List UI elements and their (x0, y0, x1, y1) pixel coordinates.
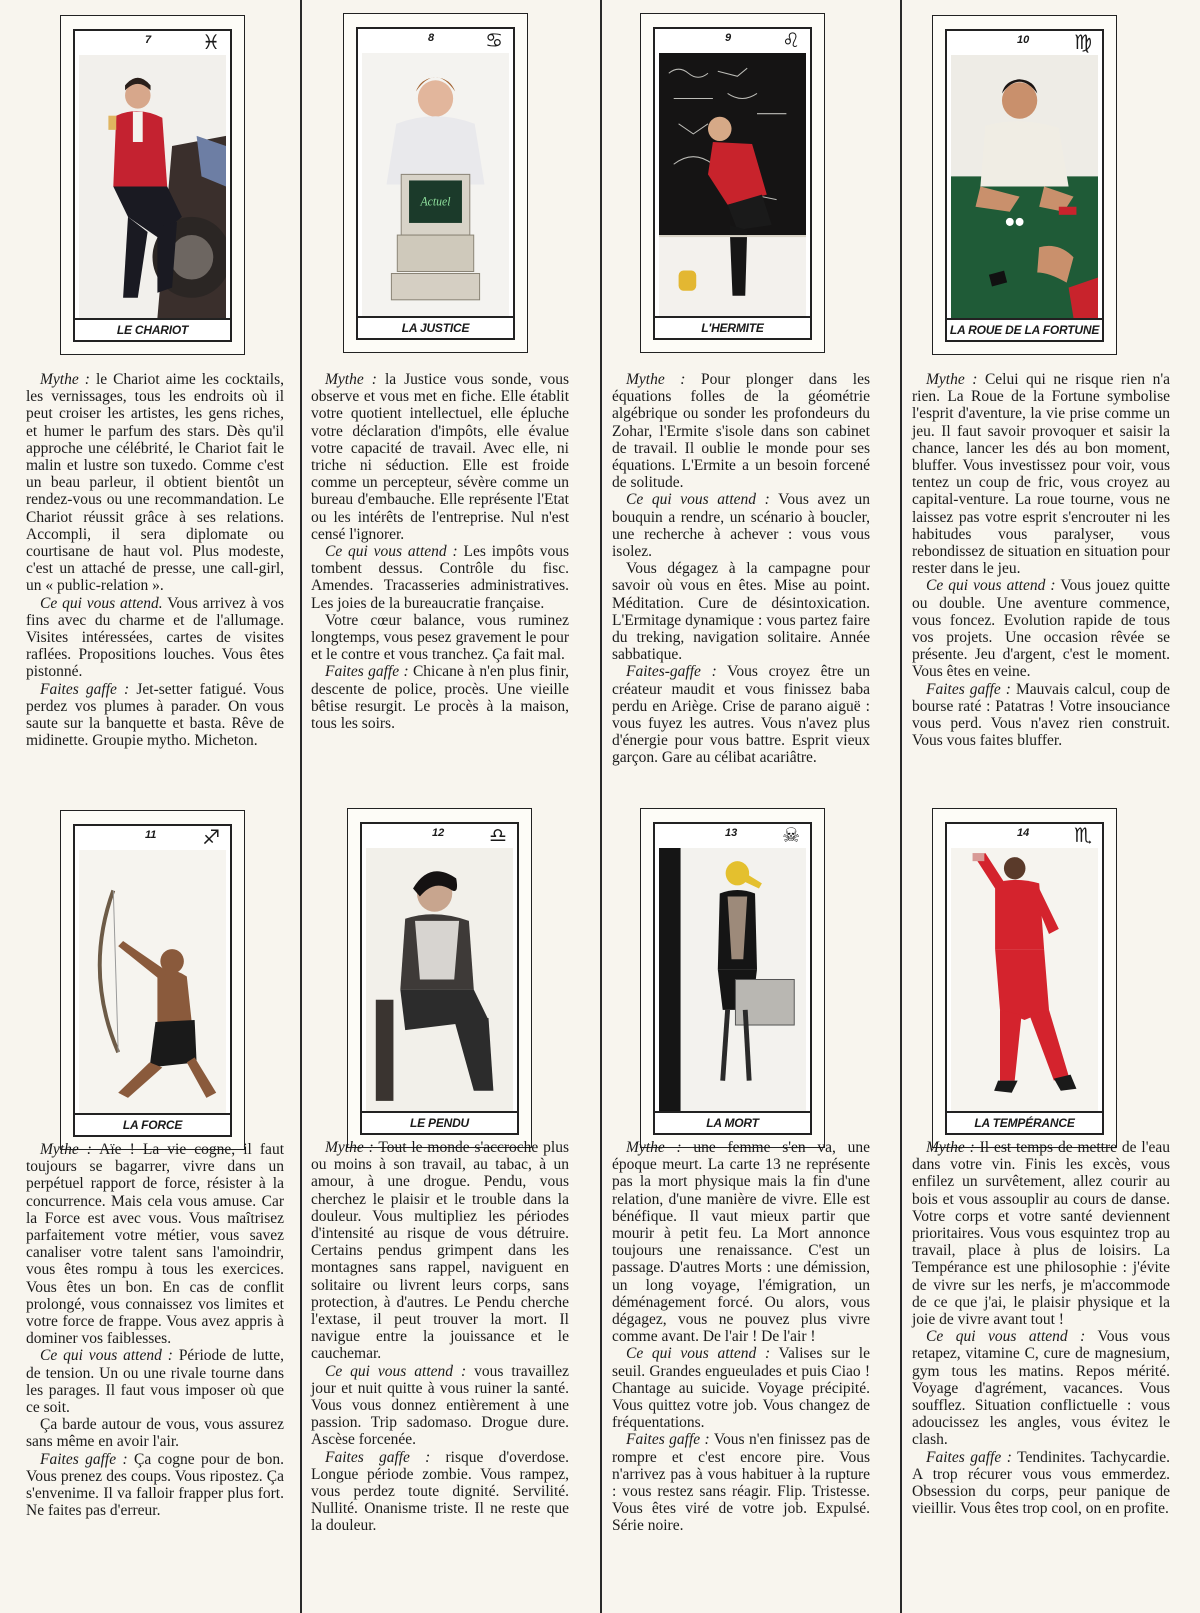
zodiac-icon: ♏ (1074, 823, 1092, 847)
paragraph-body: Pour plonger dans les équations folles de la géométrie algébrique ou sonder les profondeurs du Zohar, l'Ermite s'isole dans son cabinet de travail. Il oublie le monde pour ses équations. L'Ermite a un besoin forcené de solitude. (612, 371, 871, 492)
paragraph-body: Ça barde autour de vous, vous assurez sans même en avoir l'air. (26, 1416, 284, 1451)
paragraph-faites-gaffe (612, 1431, 870, 1534)
paragraph-body: Période de lutte, de tension. Un ou une rivale tourne dans les parages. Il faut vous imposer où que ce soit. (26, 1347, 285, 1417)
card-photo-poker-table (951, 55, 1098, 318)
paragraph-label: Ce qui vous attend. (40, 594, 163, 612)
text-pendu (311, 1139, 569, 1535)
paragraph-ce-qui-vous-attend (912, 1328, 1170, 1448)
card-title: L'HERMITE (655, 316, 810, 338)
paragraph-body: risque d'overdose. Longue période zombie. Vous rampez, vous perdez toute dignité. Servilité. Nullité. Onanisme triste. Il ne reste que la douleur. (311, 1448, 569, 1535)
paragraph-label: Faites gaffe : (40, 1450, 128, 1468)
paragraph-body: Les impôts vous tombent dessus. Contrôle du fisc. Amendes. Tracasseries administratives. Les joies de la bureaucratie française. (311, 543, 569, 612)
paragraph-label: Faites gaffe : (325, 1448, 431, 1466)
paragraph-ce-qui-vous-attend (311, 543, 569, 612)
paragraph-label: Ce qui vous attend : (626, 1345, 771, 1363)
text-roue-de-la-fortune (912, 371, 1170, 749)
paragraph-body: Vous avez un bouquin a rendre, un scénario à boucler, une recherche à achever : vous vous isolez. (612, 491, 870, 561)
paragraph-label: Mythe : (626, 371, 686, 388)
paragraph-mythe (612, 1139, 870, 1345)
paragraph-faites-gaffe (912, 1449, 1170, 1518)
paragraph-body: Mauvais calcul, coup de bourse raté : Patatras ! Votre insouciance vous perd. Vous n'avez rien construit. Vous vous faites bluffer. (912, 680, 1171, 750)
paragraph-body: vous travaillez jour et nuit quitte à vous ruiner la santé. Vous vous donnez entièrement à une passion. Trip sadomaso. Drogue dure. Ascèse forcenée. (311, 1362, 569, 1449)
paragraph-mythe (612, 371, 870, 491)
zodiac-icon: ♓ (202, 30, 220, 54)
paragraph-faites-gaffe (26, 1451, 284, 1520)
card-photo-seated-man (366, 848, 513, 1111)
paragraph-body: Valises sur le seuil. Grandes engueulades et puis Ciao ! Chantage au suicide. Voyage précipité. Vous quittez votre job. Vous changez de fréquentations. (612, 1345, 870, 1432)
tarot-card-roue-de-la-fortune (932, 15, 1117, 355)
paragraph-ce-qui-vous-attend (26, 595, 284, 681)
paragraph-ce-qui-vous-attend (912, 577, 1170, 680)
paragraph-body: Vous croyez être un créateur maudit et vous finissez baba perdu en Ariège. Crise de parano aiguë : vous fuyez les autres. Vous n'avez plus d'énergie pour vous battre. Esprit vieux garçon. Gare au célibat acariâtre. (612, 663, 870, 767)
paragraph-label: Mythe : (325, 371, 377, 388)
card-photo-woman-computer (362, 53, 509, 316)
paragraph-ce-qui-vous-attend (311, 1363, 569, 1449)
paragraph-label: Faites gaffe : (40, 680, 130, 698)
text-temperance (912, 1139, 1170, 1517)
zodiac-icon: ♐ (202, 825, 220, 849)
card-photo-woman-red-jumpsuit (951, 848, 1098, 1111)
tarot-card-temperance (932, 808, 1117, 1148)
paragraph-body: Vous dégagez à la campagne pour savoir où vous en êtes. Mise au point. Méditation. Cure de désintoxication. L'Ermitage dynamique : vous partez faire du treking, navigation solitaire. Année sabbatique. (612, 560, 870, 664)
paragraph-body: Vous jouez quitte ou double. Une aventure commence, vous foncez. Evolution rapide de tous vos projets. Une occasion rêvée se présente. Jeu d'argent, c'est le moment. Vous êtes en veine. (912, 577, 1171, 681)
zodiac-icon: ♋ (485, 28, 503, 52)
card-number: 8 (428, 32, 435, 44)
card-photo-man-motorcycle (79, 55, 226, 318)
paragraph-body: Chicane à n'en plus finir, descente de police, procès. Une vieille bêtise resurgit. Le procès à la maison, tous les soirs. (311, 663, 569, 733)
paragraph-faites-gaffe (612, 663, 870, 766)
text-force (26, 1141, 284, 1519)
paragraph-label: Ce qui vous attend : (40, 1347, 173, 1365)
zodiac-icon: ♌ (782, 28, 800, 52)
paragraph-body: la Justice vous sonde, vous observe et vous met en fiche. Elle établit votre quotient intellectuel, elle épluche votre déclaration d'impôts, elle évalue votre capacité de travail. Avec elle, ni triche ni séduction. Elle est froide comme un percepteur, sévère comme un bureau d'embauche. Elle représente l'Etat ou les intérêts de l'entreprise. Nul n'est censé l'ignorer. (311, 371, 569, 543)
paragraph-body: Ça cogne pour de bon. Vous prenez des coups. Vous ripostez. Ça s'envenime. Il va falloir frapper plus fort. Ne faites pas d'erreur. (26, 1450, 284, 1520)
paragraph-body: Tendinites. Tachycardie. A trop récurer vous vous emmerdez. Obsession du corps, peur panique de vieillir. Vous êtes trop cool, on en profite. (912, 1448, 1170, 1518)
paragraph-body: le Chariot aime les cocktails, les vernissages, tous les endroits où il peut croiser les artistes, les gens riches, et humer le parfum des stars. Dès qu'il approche une célébrité, le Chariot fait le malin et lustre son tuxedo. Comme c'est un beau parleur, il obtient bientôt un rendez-vous ou une recommandation. Le Chariot réussit grâce à ses relations. Accompli, il sera diplomate ou courtisane de haut vol. Plus modeste, c'est un attaché de presse, une call-girl, un « public-relation ». (26, 371, 285, 595)
text-justice (311, 371, 569, 732)
paragraph-label: Ce qui vous attend : (626, 491, 770, 509)
tarot-card-hermite (640, 13, 825, 353)
paragraph-label: Mythe : (926, 371, 978, 388)
paragraph-body: Votre cœur balance, vous ruminez longtemps, vous pesez gravement le pour et le contre et vous tranchez. Ça fait mal. (311, 611, 569, 664)
paragraph-body: Celui qui ne risque rien n'a rien. La Roue de la Fortune symbolise l'esprit d'aventure, la vie prise comme un jeu. Il faut savoir provoquer et saisir la chance, lancer les dés au bon moment, bluffer. Vous investissez pour voir, vous tentez un coup de fric, vous croyez au capital-venture. La roue tourne, vous ne laissez pas votre esprit s'encrouter ni les habitudes vous paralyser, vous rebondissez de situation en situation pour rester dans le jeu. (912, 371, 1170, 578)
paragraph-label: Ce qui vous attend : (325, 543, 458, 561)
tarot-card-force (60, 810, 245, 1150)
paragraph-label: Mythe : (40, 1141, 92, 1158)
paragraph-extra (26, 1416, 284, 1450)
paragraph-label: Faites gaffe : (926, 1448, 1012, 1466)
paragraph-extra (612, 560, 870, 663)
paragraph-label: Mythe : (926, 1139, 975, 1156)
card-title: LA FORCE (75, 1113, 230, 1135)
paragraph-body: Vous vous retapez, vitamine C, cure de magnesium, gym tous les matins. Repos mérité. Voyage d'agrément, vacances. Vous soufflez. Situation conflictuelle : vous adoucissez les angles, vous évitez le clash. (912, 1328, 1171, 1449)
card-title: LA MORT (655, 1111, 810, 1133)
card-photo-archer (79, 850, 226, 1113)
paragraph-label: Ce qui vous attend : (926, 577, 1056, 595)
card-number: 9 (725, 32, 732, 44)
paragraph-extra (311, 612, 569, 664)
paragraph-body: une femme s'en va, une époque meurt. La carte 13 ne représente pas la mort physique mais la fin d'une relation, d'une manière de vivre. Elle est bénéfique. Il vaut mieux partir que mourir à petit feu. La Mort annonce toujours une renaissance. C'est un passage. D'autres Morts : une démission, un long voyage, l'émigration, un déménagement forcé. Ou alors, vous dégagez, vous ne pouvez plus vivre comme avant. De l'air ! De l'air ! (612, 1139, 870, 1346)
paragraph-label: Faites gaffe : (626, 1431, 710, 1449)
paragraph-label: Ce qui vous attend : (325, 1362, 467, 1380)
card-number: 7 (145, 34, 152, 46)
card-number: 10 (1017, 34, 1030, 46)
card-title: LE CHARIOT (75, 318, 230, 340)
paragraph-mythe (912, 371, 1170, 577)
paragraph-ce-qui-vous-attend (26, 1347, 284, 1416)
tarot-card-pendu (347, 808, 532, 1148)
paragraph-faites-gaffe (26, 681, 284, 750)
card-title: LA TEMPÉRANCE (947, 1111, 1102, 1133)
paragraph-label: Mythe : (325, 1139, 374, 1156)
card-number: 13 (725, 827, 738, 839)
paragraph-faites-gaffe (311, 1449, 569, 1535)
paragraph-label: Faites gaffe : (325, 663, 409, 681)
paragraph-label: Mythe : (626, 1139, 682, 1156)
paragraph-body: Vous arrivez à vos fins avec du charme et de l'allumage. Visites intéressées, cartes de visites raflées. Propositions louches. Vous êtes pistonné. (26, 594, 284, 681)
paragraph-faites-gaffe (912, 681, 1170, 750)
card-title: LA JUSTICE (358, 316, 513, 338)
paragraph-mythe (311, 371, 569, 543)
zodiac-icon: ♍ (1074, 30, 1092, 54)
text-chariot (26, 371, 284, 749)
tarot-card-justice (343, 13, 528, 353)
paragraph-faites-gaffe (311, 663, 569, 732)
paragraph-label: Faites gaffe : (926, 680, 1011, 698)
card-number: 14 (1017, 827, 1030, 839)
paragraph-body: Il est temps de mettre de l'eau dans votre vin. Finis les excès, vous enfilez un survêtement, allez courir au bois et vous assouplir au cours de danse. Votre corps et votre santé deviennent prioritaires. Vous vous esquintez trop au travail, place à plus de loisirs. La Tempérance est une philosophie : j'évite de vivre sur les nerfs, je m'accommode de ce que j'ai, le plaisir physique et la joie de vivre avant tout ! (912, 1139, 1171, 1329)
paragraph-label: Faites-gaffe : (626, 663, 717, 681)
paragraph-ce-qui-vous-attend (612, 491, 870, 560)
paragraph-mythe (912, 1139, 1170, 1328)
paragraph-body: Jet-setter fatigué. Vous perdez vos plumes à parader. On vous saute sur la banquette et basta. Rêve de midinette. Groupie mytho. Micheton. (26, 680, 284, 750)
paragraph-body: Vous n'en finissez pas de rompre et c'est encore pire. Vous n'arrivez pas à vous habituer à la rupture : vous restez sans réagir. Flip. Tristesse. Vous êtes viré de votre job. Expulsé. Série noire. (612, 1431, 870, 1535)
screen-text: Actuel (420, 194, 451, 209)
paragraph-label: Mythe : (40, 371, 90, 388)
paragraph-mythe (26, 1141, 284, 1347)
text-mort (612, 1139, 870, 1535)
skull-icon: ☠ (782, 823, 800, 847)
card-number: 11 (145, 829, 157, 841)
tarot-card-mort (640, 808, 825, 1148)
card-number: 12 (432, 827, 445, 839)
paragraph-body: Tout le monde s'accroche plus ou moins à son travail, au tabac, à un amour, à une drogue. Pendu, vous cherchez le plaisir et le trouble dans la douleur. Vous multipliez les périodes d'intensité au risque de vous détruire. Certains pendus grimpent dans les montagnes sans rappel, naviguent en solitaire ou livrent leurs corps, sans protection, à d'autres. Le Pendu cherche l'extase, il peut trouver la mort. Il navigue entre la jouissance et le cauchemar. (311, 1139, 570, 1363)
card-photo-man-blackboard (659, 53, 806, 316)
card-title: LE PENDU (362, 1111, 517, 1133)
paragraph-label: Ce qui vous attend : (926, 1328, 1086, 1346)
tarot-card-chariot (60, 15, 245, 355)
zodiac-icon: ♎ (489, 823, 507, 847)
text-hermite (612, 371, 870, 767)
card-title: LA ROUE DE LA FORTUNE (947, 318, 1102, 340)
paragraph-mythe (26, 371, 284, 595)
paragraph-ce-qui-vous-attend (612, 1345, 870, 1431)
paragraph-body: Aïe ! La vie cogne, il faut toujours se bagarrer, vivre dans un perpétuel rapport de force, résister à la concurrence. Mais cela vous amuse. Car la Force est avec vous. Vous maîtrisez parfaitement votre métier, vous savez canaliser votre talent sans l'amoindrir, vous êtes rompu à tous les exercices. Vous êtes un bon. En cas de conflit prolongé, vous connaissez vos limites et votre force de frappe. Vous avez appris à dominer vos faiblesses. (26, 1141, 284, 1348)
paragraph-mythe (311, 1139, 569, 1363)
card-photo-woman-suitcase (659, 848, 806, 1111)
